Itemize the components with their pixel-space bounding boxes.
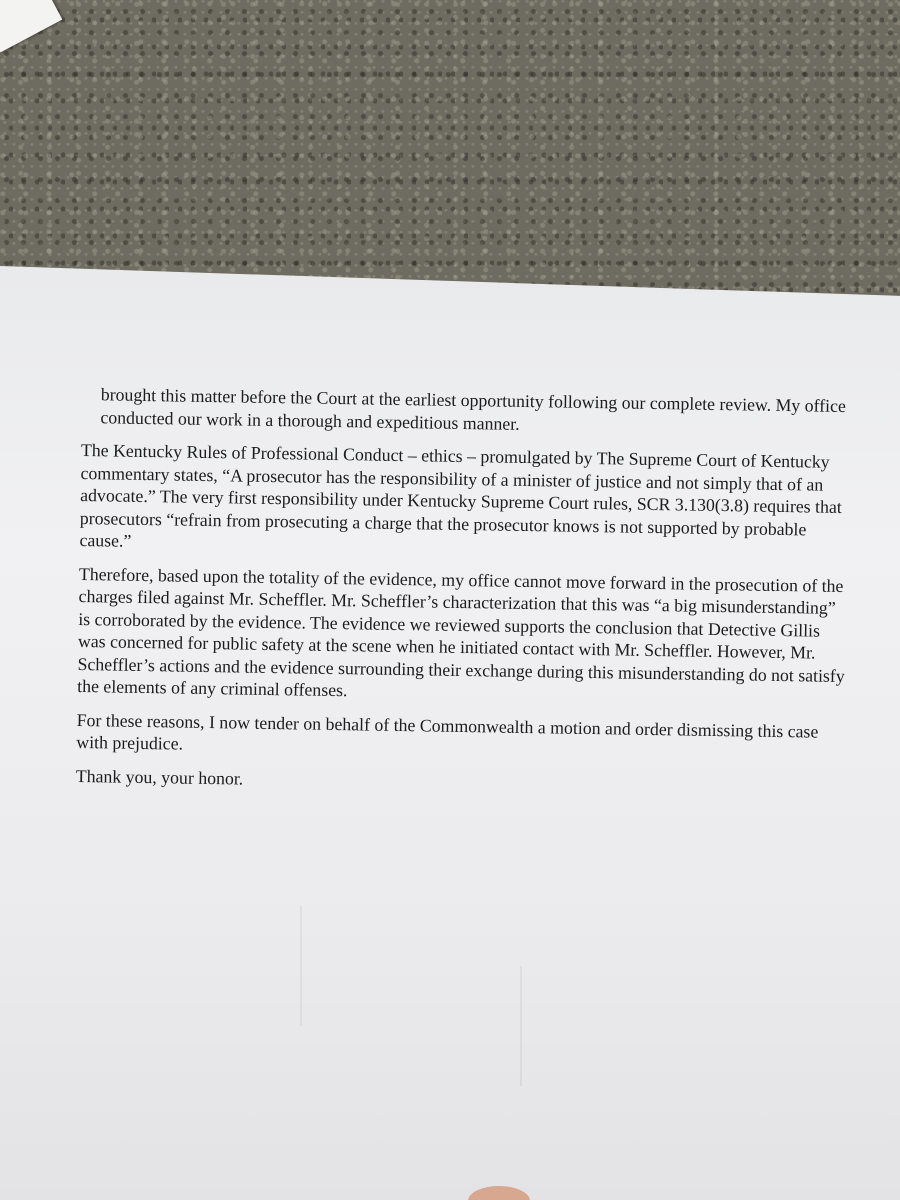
document-text bbox=[75, 383, 851, 810]
paper-crease bbox=[300, 906, 302, 1026]
paragraph-4: For these reasons, I now tender on behalf of the Commonwealth a motion and order dismissing this case with prejudice. bbox=[76, 709, 819, 754]
pavement-background bbox=[0, 0, 900, 300]
paragraph-3: Therefore, based upon the totality of the evidence, my office cannot move forward in the prosecution of the charges filed against Mr. Scheffler. Mr. Scheffler’s characterization that this was “a big misunderstanding” is corroborated by the evidence. The evidence we reviewed supports the conclusion that Detective Gillis was concerned for public safety at the scene when he initiated contact with Mr. Scheffler. However, Mr. Scheffler’s actions and the evidence surrounding their exchange during this misunderstanding do not satisfy the elements of any criminal offenses. bbox=[77, 563, 845, 701]
paragraph-2: The Kentucky Rules of Professional Conduct – ethics – promulgated by The Supreme Court of Kentucky commentary states, “A prosecutor has the responsibility of a minister of justice and not simply that of an advocate.” The very first responsibility under Kentucky Supreme Court rules, SCR 3.130(3.8) requires that prosecutors “refrain from prosecuting a charge that the prosecutor knows is not supported by probable cause.” bbox=[79, 439, 842, 551]
paragraph-5: Thank you, your honor. bbox=[75, 765, 244, 789]
paper-crease bbox=[520, 966, 522, 1086]
paragraph-1: brought this matter before the Court at the earliest opportunity following our complete review. My office conducted our work in a thorough and expeditious manner. bbox=[100, 384, 847, 434]
